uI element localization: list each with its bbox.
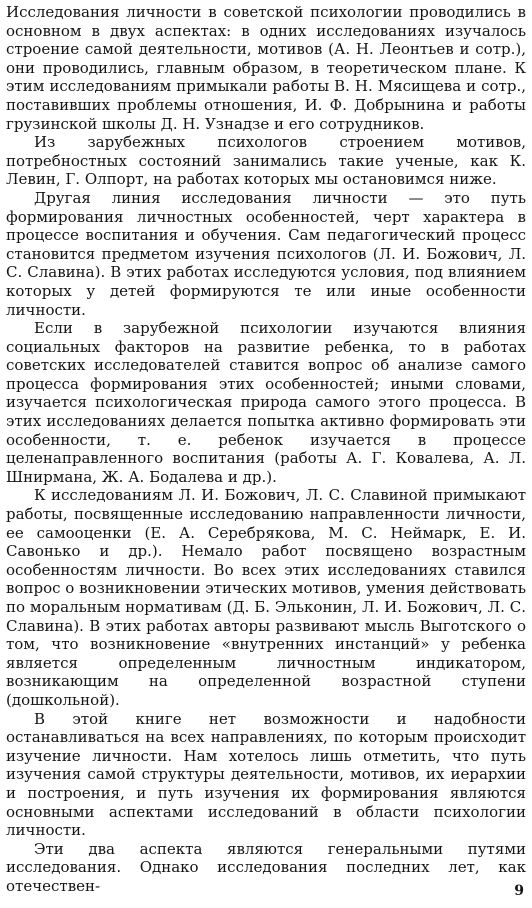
paragraph-4: Если в зарубежной психологии изучаются влияния социальных факторов на развитие ребенка, то в работах советских исследователей ставится вопрос об анализе самого процесса формирования этих особенностей; иными словами, изучается психологическая природа самого этого процесса. В этих исследованиях делается попытка активно формировать эти особенности, т. е. ребенок изучается в процессе целенаправленного воспитания (работы А. Г. Ковалева, А. Л. Шнирмана, Ж. А. Бодалева и др.). xyxy=(6,319,526,486)
paragraph-3: Другая линия исследования личности — это путь формирования личностных особенностей, черт характера в процессе воспитания и обучения. Сам педагогический процесс становится предметом изучения психологов (Л. И. Божович, Л. С. Славина). В этих работах исследуются условия, под влиянием которых у детей формируются те или иные особенности личности. xyxy=(6,188,526,319)
paragraph-2: Из зарубежных психологов строением мотивов, потребностных состояний занимались такие ученые, как К. Левин, Г. Олпорт, на работах которых мы остановимся ниже. xyxy=(6,133,526,189)
paragraph-5: К исследованиям Л. И. Божович, Л. С. Славиной примыкают работы, посвященные исследованию направленности личности, ее самооценки (Е. А. Серебрякова, М. С. Неймарк, Е. И. Савонько и др.). Немало работ посвящено возрастным особенностям личности. Во всех этих исследованиях ставился вопрос о возникновении этических мотивов, умения действовать по моральным нормативам (Д. Б. Эльконин, Л. И. Божович, Л. С. Славина). В этих работах авторы развивают мысль Выготского о том, что возникновение «внутренних инстанций» у ребенка является определенным личностным индикатором, возникающим на определенной возрастной ступени (дошкольной). xyxy=(6,486,526,709)
paragraph-1: Исследования личности в советской психологии проводились в основном в двух аспектах: в одних исследованиях изучалось строение самой деятельности, мотивов (А. Н. Леонтьев и сотр.), они проводились, главным образом, в теоретическом плане. К этим исследованиям примыкали работы В. Н. Мясищева и сотр., поставивших проблемы отношения, И. Ф. Добрынина и работы грузинской школы Д. Н. Узнадзе и его сотрудников. xyxy=(6,3,526,133)
paragraph-6: В этой книге нет возможности и надобности останавливаться на всех направлениях, по которым происходит изучение личности. Нам хотелось лишь отметить, что путь изучения самой структуры деятельности, мотивов, их иерархии и построения, и путь изучения их формирования являются основными аспектами исследований в области психологии личности. xyxy=(6,709,526,840)
paragraph-7: Эти два аспекта являются генеральными путями исследования. Однако исследования последних лет, как отечествен- xyxy=(6,839,526,895)
page-number: 9 xyxy=(514,883,524,899)
book-page xyxy=(6,3,526,903)
